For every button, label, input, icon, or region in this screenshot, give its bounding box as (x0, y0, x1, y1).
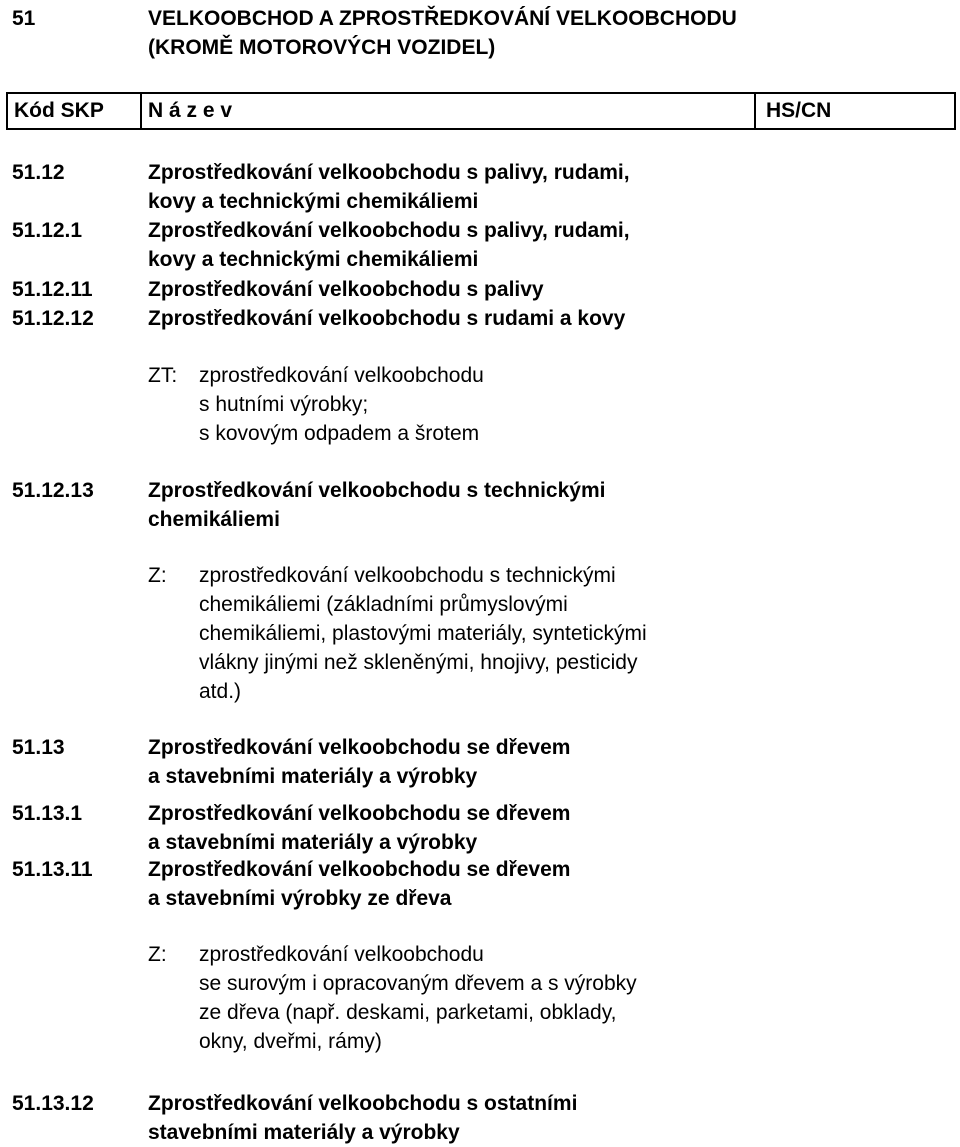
column-header-code: Kód SKP (8, 94, 142, 128)
entry-name: Zprostředkování velkoobchodu se dřevem a stavebními výrobky ze dřeva (148, 858, 571, 910)
section-number: 51 (12, 7, 36, 30)
section-title-line-2: (KROMĚ MOTOROVÝCH VOZIDEL) (148, 36, 496, 59)
entry-name: Zprostředkování velkoobchodu s palivy, rudami, kovy a technickými chemikáliemi (148, 161, 630, 213)
entry-code: 51.12.13 (12, 479, 94, 502)
entry-code: 51.13.1 (12, 802, 83, 825)
entry-name: Zprostředkování velkoobchodu s rudami a kovy (148, 307, 626, 330)
note-label: Z: (148, 943, 167, 966)
entry-code: 51.13.11 (12, 858, 93, 881)
note-text: zprostředkování velkoobchodu s technickými chemikáliemi (základními průmyslovými chemikáliemi, plastovými materiály, syntetickými vlákny jinými než skleněnými, hnojivy, pesticidy atd.) (199, 564, 647, 703)
entry-code: 51.12.12 (12, 307, 94, 330)
entry-name: Zprostředkování velkoobchodu s palivy (148, 278, 544, 301)
note-text: zprostředkování velkoobchodu se surovým i opracovaným dřevem a s výrobky ze dřeva (např. deskami, parketami, obklady, okny, dveřmi, rámy) (199, 943, 637, 1053)
section-title-line-1: VELKOOBCHOD A ZPROSTŘEDKOVÁNÍ VELKOOBCHODU (148, 7, 737, 30)
entry-code: 51.13 (12, 736, 65, 759)
table-header (6, 92, 956, 130)
note-text: zprostředkování velkoobchodu s hutními výrobky; s kovovým odpadem a šrotem (199, 364, 484, 445)
entry-code: 51.13.12 (12, 1092, 94, 1115)
entry-code: 51.12.11 (12, 278, 93, 301)
note-label: ZT: (148, 364, 178, 387)
column-header-name: N á z e v (142, 94, 756, 128)
column-header-hs-cn: HS/CN (766, 99, 832, 122)
entry-code: 51.12.1 (12, 219, 83, 242)
entry-name: Zprostředkování velkoobchodu s palivy, rudami, kovy a technickými chemikáliemi (148, 219, 630, 271)
entry-code: 51.12 (12, 161, 65, 184)
entry-name: Zprostředkování velkoobchodu se dřevem a stavebními materiály a výrobky (148, 802, 571, 854)
note-label: Z: (148, 564, 167, 587)
entry-name: Zprostředkování velkoobchodu se dřevem a stavebními materiály a výrobky (148, 736, 571, 788)
entry-name: Zprostředkování velkoobchodu s ostatními stavebními materiály a výrobky (148, 1092, 578, 1144)
entry-name: Zprostředkování velkoobchodu s technickými chemikáliemi (148, 479, 606, 531)
